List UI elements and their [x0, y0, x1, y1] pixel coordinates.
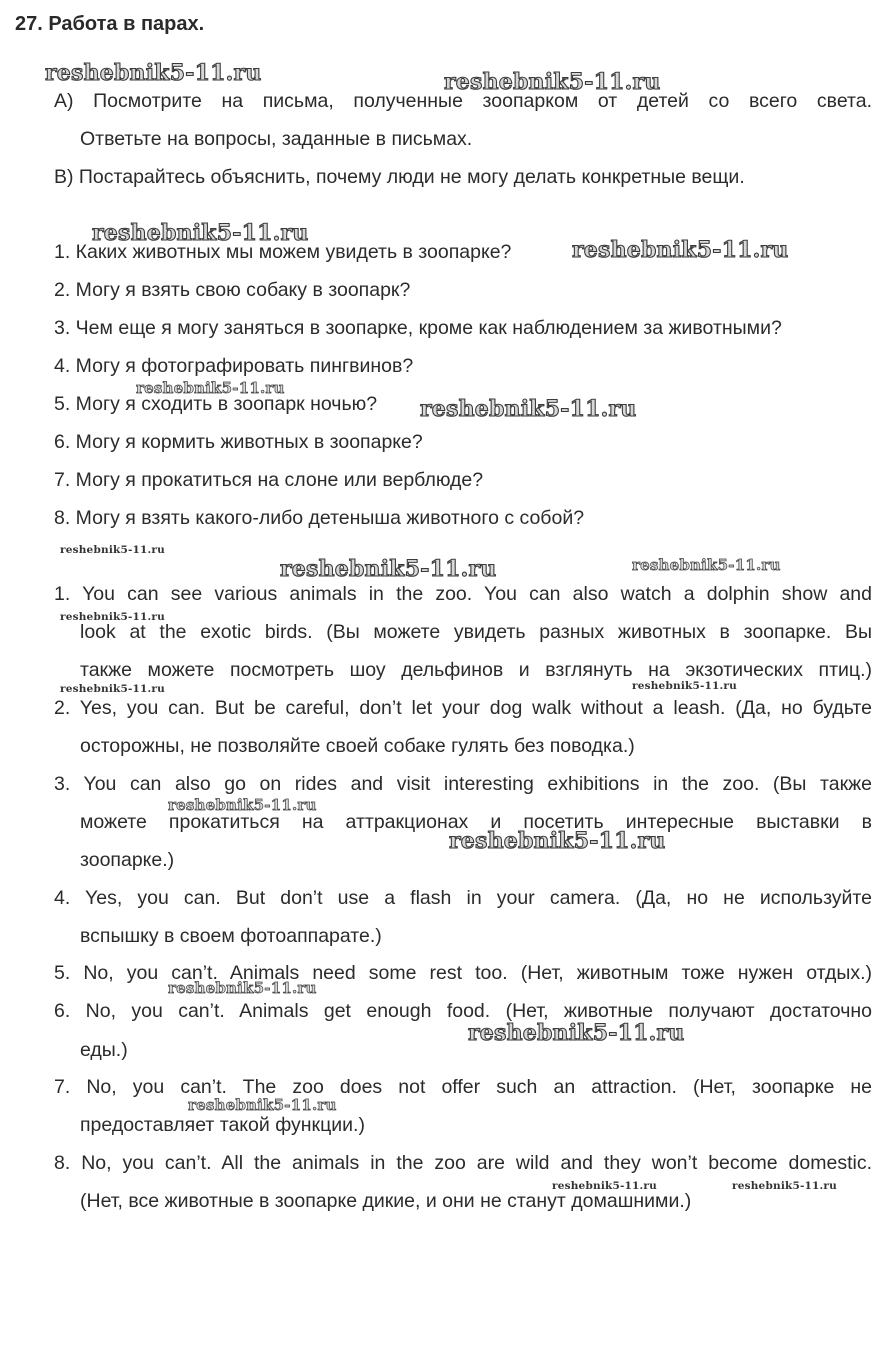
watermark: reshebnik5-11.ru	[449, 828, 666, 854]
watermark: reshebnik5-11.ru	[168, 796, 317, 814]
watermark: reshebnik5-11.ru	[552, 1180, 657, 1192]
watermark: reshebnik5-11.ru	[45, 60, 262, 86]
watermark: reshebnik5-11.ru	[188, 1096, 337, 1114]
answer-line: 6. No, you can’t. Animals get enough food. (Нет, животные получают достаточно	[54, 1000, 872, 1022]
question-item: 4. Могу я фотографировать пингвинов?	[54, 355, 414, 377]
answer-line: осторожны, не позволяйте своей собаке гулять без поводка.)	[80, 735, 635, 757]
answer-line: также можете посмотреть шоу дельфинов и взглянуть на экзотических птиц.)	[80, 659, 872, 681]
answer-line: look at the exotic birds. (Вы можете увидеть разных животных в зоопарке. Вы	[80, 621, 872, 643]
watermark: reshebnik5-11.ru	[468, 1020, 685, 1046]
answer-line: 3. You can also go on rides and visit interesting exhibitions in the zoo. (Вы также	[54, 773, 872, 795]
watermark: reshebnik5-11.ru	[92, 220, 309, 246]
instruction-line: Ответьте на вопросы, заданные в письмах.	[80, 128, 473, 150]
watermark: reshebnik5-11.ru	[572, 237, 789, 263]
question-item: 1. Каких животных мы можем увидеть в зоопарке?	[54, 241, 512, 263]
answer-line: 2. Yes, you can. But be careful, don’t let your dog walk without a leash. (Да, но будьте	[54, 697, 872, 719]
answer-line: (Нет, все животные в зоопарке дикие, и они не станут домашними.)	[80, 1190, 692, 1212]
answer-line: 1. You can see various animals in the zoo. You can also watch a dolphin show and	[54, 583, 872, 605]
answer-line: предоставляет такой функции.)	[80, 1114, 365, 1136]
watermark: reshebnik5-11.ru	[632, 680, 737, 692]
watermark: reshebnik5-11.ru	[632, 556, 781, 574]
answer-line: еды.)	[80, 1039, 128, 1061]
instruction-line: А) Посмотрите на письма, полученные зоопарком от детей со всего света.	[54, 90, 872, 112]
watermark: reshebnik5-11.ru	[60, 544, 165, 556]
answer-line: 7. No, you can’t. The zoo does not offer such an attraction. (Нет, зоопарке не	[54, 1076, 872, 1098]
watermark: reshebnik5-11.ru	[420, 396, 637, 422]
question-item: 2. Могу я взять свою собаку в зоопарк?	[54, 279, 411, 301]
watermark: reshebnik5-11.ru	[168, 979, 317, 997]
answer-line: 4. Yes, you can. But don’t use a flash in your camera. (Да, но не используйте	[54, 887, 872, 909]
question-item: 7. Могу я прокатиться на слоне или верблюде?	[54, 469, 484, 491]
question-item: 8. Могу я взять какого-либо детеныша животного с собой?	[54, 507, 585, 529]
answer-line: можете прокатиться на аттракционах и посетить интересные выставки в	[80, 811, 872, 833]
watermark: reshebnik5-11.ru	[136, 379, 285, 397]
watermark: reshebnik5-11.ru	[60, 683, 165, 695]
watermark: reshebnik5-11.ru	[444, 69, 661, 95]
question-item: 3. Чем еще я могу заняться в зоопарке, кроме как наблюдением за животными?	[54, 317, 782, 339]
question-item: 5. Могу я сходить в зоопарк ночью?	[54, 393, 378, 415]
answer-line: 8. No, you can’t. All the animals in the zoo are wild and they won’t become domestic.	[54, 1152, 872, 1174]
answer-line: зоопарке.)	[80, 849, 175, 871]
watermark: reshebnik5-11.ru	[732, 1180, 837, 1192]
watermark: reshebnik5-11.ru	[280, 556, 497, 582]
answer-line: вспышку в своем фотоаппарате.)	[80, 925, 382, 947]
answer-line: 5. No, you can’t. Animals need some rest too. (Нет, животным тоже нужен отдых.)	[54, 962, 872, 984]
instruction-line: В) Постарайтесь объяснить, почему люди не могу делать конкретные вещи.	[54, 166, 745, 188]
watermark: reshebnik5-11.ru	[60, 611, 165, 623]
question-item: 6. Могу я кормить животных в зоопарке?	[54, 431, 423, 453]
exercise-title: 27. Работа в парах.	[15, 13, 205, 35]
